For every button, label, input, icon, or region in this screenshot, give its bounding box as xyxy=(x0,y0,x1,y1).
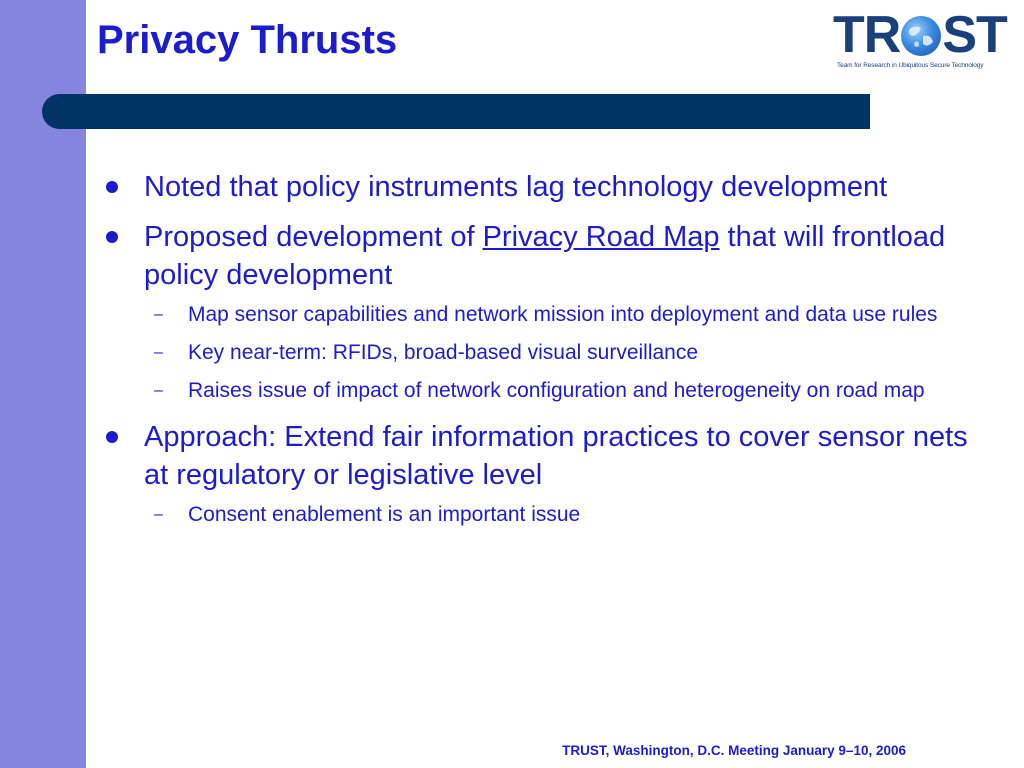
logo-tagline: Team for Research in Ubiquitous Secure Technology xyxy=(837,62,984,69)
sub-bullet-list xyxy=(100,300,980,406)
bullet-dot-icon xyxy=(106,431,118,443)
sub-bullet-item: – Consent enablement is an important issue xyxy=(100,500,980,530)
trust-logo xyxy=(833,6,1013,72)
privacy-road-map-link[interactable]: Privacy Road Map xyxy=(482,221,720,253)
dash-marker: – xyxy=(154,506,163,523)
slide-title: Privacy Thrusts xyxy=(97,18,398,62)
globe-icon xyxy=(901,16,941,56)
sub-bullet-list xyxy=(100,500,980,530)
sub-bullet-item: – Raises issue of impact of network configuration and heterogeneity on road map xyxy=(100,376,980,406)
dash-marker: – xyxy=(154,382,163,399)
bullet-item: Approach: Extend fair information practices to cover sensor nets at regulatory or legislative level xyxy=(100,418,980,494)
bullet-item: Noted that policy instruments lag technology development xyxy=(100,168,980,206)
dash-marker: – xyxy=(154,306,163,323)
bullet-item: Proposed development of Privacy Road Map that will frontload policy development xyxy=(100,218,980,294)
title-underline-bar xyxy=(42,94,870,129)
slide-body xyxy=(100,168,980,542)
logo-wordmark: TR ST xyxy=(833,6,1007,64)
bullet-dot-icon xyxy=(106,231,118,243)
sub-bullet-item: – Map sensor capabilities and network mission into deployment and data use rules xyxy=(100,300,980,330)
dash-marker: – xyxy=(154,344,163,361)
bullet-dot-icon xyxy=(106,181,118,193)
sub-bullet-item: – Key near-term: RFIDs, broad-based visual surveillance xyxy=(100,338,980,368)
footer-text: TRUST, Washington, D.C. Meeting January 9–10, 2006 xyxy=(562,743,906,758)
